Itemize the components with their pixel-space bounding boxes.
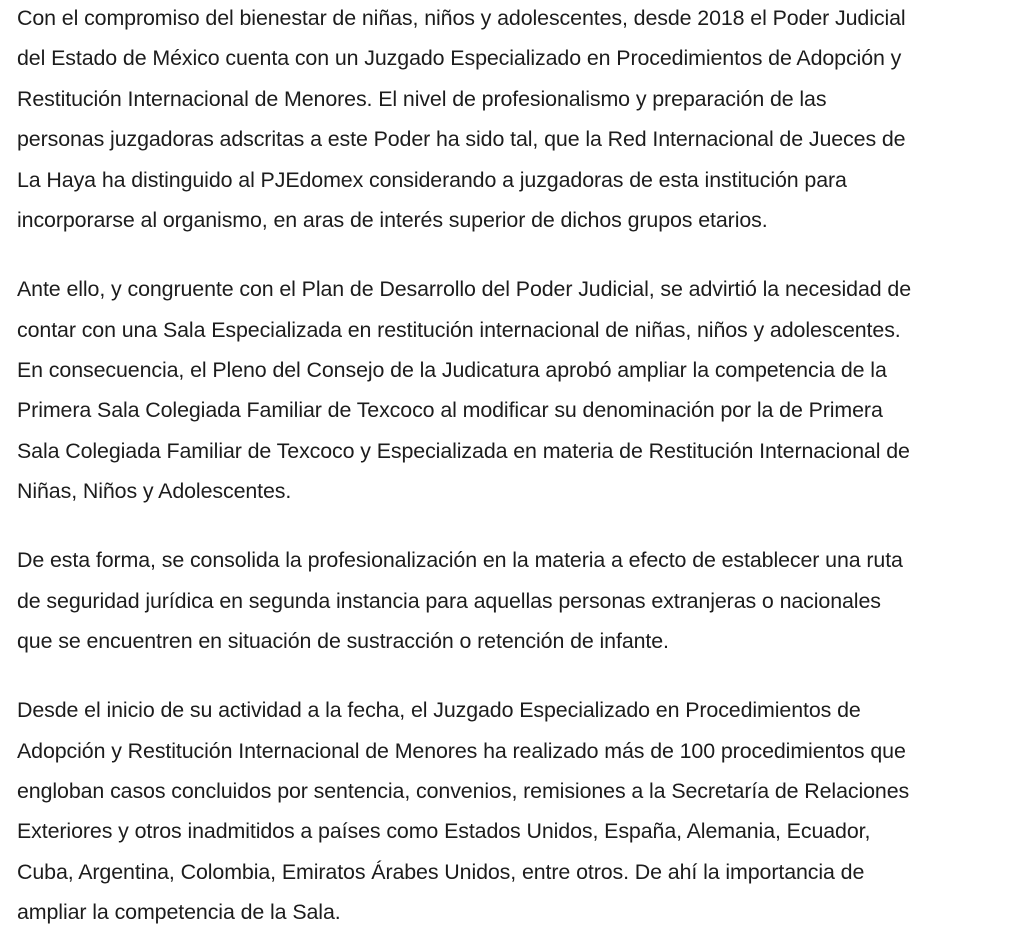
text-line: La Haya ha distinguido al PJEdomex considerando a juzgadoras de esta institución para xyxy=(17,167,847,192)
text-line: incorporarse al organismo, en aras de interés superior de dichos grupos etarios. xyxy=(17,207,768,232)
text-line: Exteriores y otros inadmitidos a países como Estados Unidos, España, Alemania, Ecuador, xyxy=(17,819,871,844)
paragraph-2 xyxy=(17,269,1017,511)
text-line: engloban casos concluidos por sentencia, convenios, remisiones a la Secretaría de Relaciones xyxy=(17,779,910,804)
text-line: Ante ello, y congruente con el Plan de Desarrollo del Poder Judicial, se advirtió la necesidad de xyxy=(17,277,912,302)
text-line: Cuba, Argentina, Colombia, Emiratos Árabes Unidos, entre otros. De ahí la importancia de xyxy=(17,859,865,884)
text-line: Adopción y Restitución Internacional de Menores ha realizado más de 100 procedimientos que xyxy=(17,738,906,763)
paragraph-1 xyxy=(17,0,1017,240)
text-line: ampliar la competencia de la Sala. xyxy=(17,900,341,925)
text-line: Con el compromiso del bienestar de niñas, niños y adolescentes, desde 2018 el Poder Judicial xyxy=(17,6,906,30)
text-line: En consecuencia, el Pleno del Consejo de la Judicatura aprobó ampliar la competencia de la xyxy=(17,357,887,382)
text-line: Primera Sala Colegiada Familiar de Texcoco al modificar su denominación por la de Primera xyxy=(17,398,883,423)
paragraph-4 xyxy=(17,690,1017,932)
text-line: Sala Colegiada Familiar de Texcoco y Especializada en materia de Restitución Internacional de xyxy=(17,438,910,463)
text-line: del Estado de México cuenta con un Juzgado Especializado en Procedimientos de Adopción y xyxy=(17,46,902,71)
text-line: Desde el inicio de su actividad a la fecha, el Juzgado Especializado en Procedimientos de xyxy=(17,698,861,723)
article-body xyxy=(17,0,1017,933)
text-line: Restitución Internacional de Menores. El nivel de profesionalismo y preparación de las xyxy=(17,86,827,111)
text-line: Niñas, Niños y Adolescentes. xyxy=(17,479,292,504)
text-line: contar con una Sala Especializada en restitución internacional de niñas, niños y adolescentes. xyxy=(17,317,901,342)
paragraph-3 xyxy=(17,540,1017,661)
text-line: personas juzgadoras adscritas a este Poder ha sido tal, que la Red Internacional de Jueces de xyxy=(17,127,906,152)
text-line: que se encuentren en situación de sustracción o retención de infante. xyxy=(17,629,669,654)
text-line: de seguridad jurídica en segunda instancia para aquellas personas extranjeras o nacionales xyxy=(17,588,881,613)
text-line: De esta forma, se consolida la profesionalización en la materia a efecto de establecer una ruta xyxy=(17,548,903,573)
